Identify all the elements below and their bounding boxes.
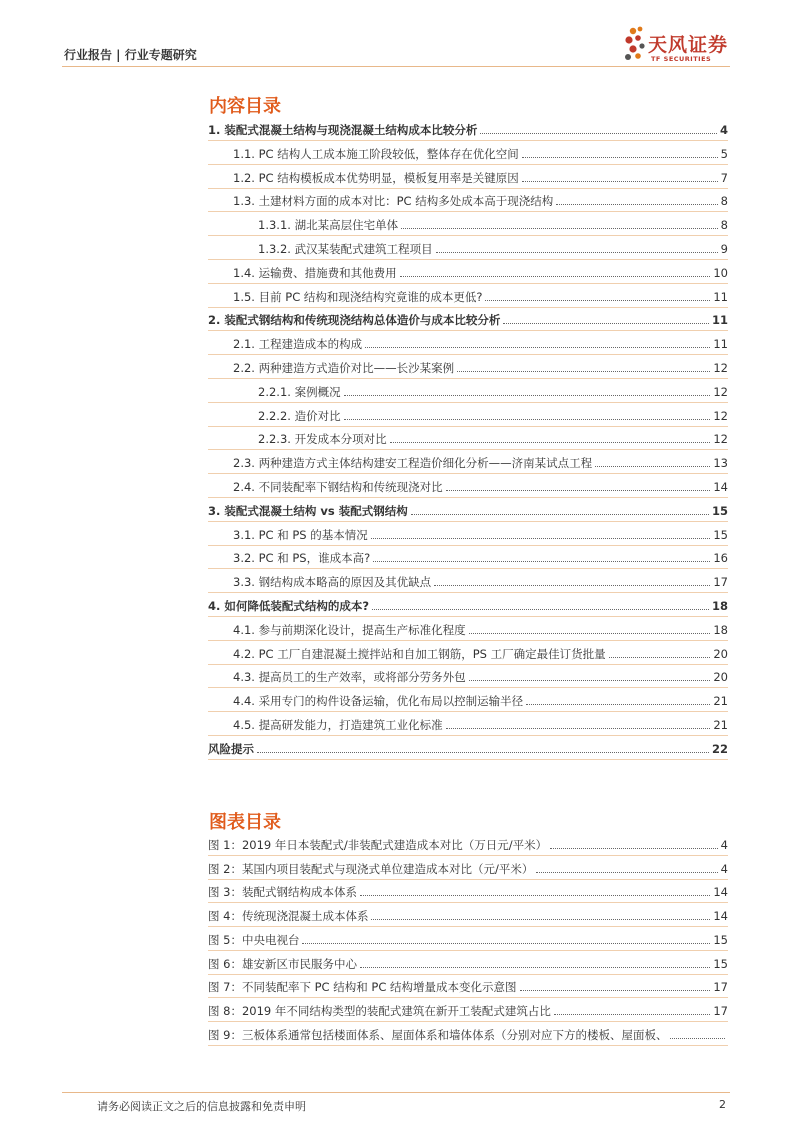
dot-leader (371, 537, 711, 539)
toc-entry-title: 图 1：2019 年日本装配式/非装配式建造成本对比（万日元/平米） (208, 838, 548, 852)
toc-entry[interactable] (208, 620, 728, 638)
toc-entry[interactable] (208, 501, 728, 519)
toc-entry-page: 10 (713, 265, 728, 280)
toc-entry-page: 12 (713, 408, 728, 423)
toc-entry-title: 图 9：三板体系通常包括楼面体系、屋面体系和墙体体系（分别对应下方的楼板、屋面板、 (208, 1027, 668, 1042)
toc-entry-page: 17 (713, 575, 728, 590)
row-divider (208, 926, 728, 927)
row-divider (208, 735, 728, 736)
toc-entry[interactable] (208, 906, 728, 924)
toc-entry-title: 图 7：不同装配率下 PC 结构和 PC 结构增量成本变化示意图 (208, 980, 517, 995)
dot-leader (520, 989, 711, 991)
toc-entry-title: 2.2.3. 开发成本分项对比 (208, 432, 387, 447)
dot-leader (400, 275, 711, 277)
toc-entry-title: 3.3. 钢结构成本略高的原因及其优缺点 (208, 575, 431, 590)
toc-entry-page: 18 (713, 622, 728, 637)
toc-entry-page: 22 (711, 741, 728, 756)
toc-entry[interactable] (208, 1025, 728, 1043)
toc-entry-page: 12 (713, 432, 728, 447)
figures-title: 图表目录 (209, 812, 281, 833)
toc-entry-title: 4.3. 提高员工的生产效率，或将部分劳务外包 (208, 670, 466, 685)
dot-leader (595, 465, 710, 467)
dot-leader (480, 132, 717, 134)
page-number: 2 (719, 1098, 726, 1111)
row-divider (208, 997, 728, 998)
toc-entry[interactable] (208, 168, 728, 186)
toc-entry-title: 1.3.2. 武汉某装配式建筑工程项目 (208, 242, 433, 257)
dot-leader (302, 942, 710, 944)
row-divider (208, 974, 728, 975)
toc-entry-title: 2.1. 工程建造成本的构成 (208, 337, 362, 352)
toc-entry[interactable] (208, 715, 728, 733)
toc-entry-page: 20 (713, 670, 728, 685)
row-divider (208, 402, 728, 403)
toc-entry[interactable] (208, 239, 728, 257)
report-category: 行业报告 | 行业专题研究 (64, 48, 197, 62)
toc-entry[interactable] (208, 572, 728, 590)
toc-entry-title: 2.3. 两种建造方式主体结构建安工程造价细化分析——济南某试点工程 (208, 456, 592, 471)
toc-entry[interactable] (208, 691, 728, 709)
dot-leader (469, 632, 711, 634)
toc-entry[interactable] (208, 548, 728, 566)
toc-entry[interactable] (208, 358, 728, 376)
toc-entry-title: 4.2. PC 工厂自建混凝土搅拌站和自加工钢筋，PS 工厂确定最佳订货批量 (208, 647, 606, 662)
toc-entry[interactable] (208, 667, 728, 685)
toc-entry[interactable] (208, 215, 728, 233)
toc-entry-title: 1.4. 运输费、措施费和其他费用 (208, 266, 397, 281)
toc-entry-page: 8 (720, 194, 728, 209)
row-divider (208, 616, 728, 617)
toc-entry-title: 1.2. PC 结构模板成本优势明显，模板复用率是关键原因 (208, 171, 519, 186)
dot-leader (360, 894, 710, 896)
toc-entry[interactable] (208, 310, 728, 328)
toc-entry[interactable] (208, 596, 728, 614)
dot-leader (401, 227, 718, 229)
toc-entry[interactable] (208, 406, 728, 424)
dot-leader (522, 156, 718, 158)
row-divider (208, 855, 728, 856)
dot-leader (550, 847, 718, 849)
toc-entry-title: 图 2：某国内项目装配式与现浇式单位建造成本对比（元/平米） (208, 861, 534, 876)
toc-entry[interactable] (208, 835, 728, 853)
toc-entry[interactable] (208, 954, 728, 972)
row-divider (208, 664, 728, 665)
toc-entry[interactable] (208, 477, 728, 495)
row-divider (208, 711, 728, 712)
row-divider (208, 330, 728, 331)
dot-leader (411, 513, 709, 515)
logo-subtext: TF SECURITIES (651, 55, 712, 63)
toc-entry-title: 图 5：中央电视台 (208, 932, 300, 947)
dot-leader (257, 751, 709, 753)
toc-entry-page: 16 (713, 551, 728, 566)
toc-entry-title: 1.3. 土建材料方面的成本对比：PC 结构多处成本高于现浇结构 (208, 194, 553, 209)
toc-entry-title: 1. 装配式混凝土结构与现浇混凝土结构成本比较分析 (208, 123, 478, 137)
dot-leader (469, 679, 711, 681)
dot-leader (457, 370, 710, 372)
toc-entry-title: 图 4：传统现浇混凝土成本体系 (208, 909, 369, 924)
dot-leader (503, 322, 709, 324)
toc-entry-title: 2.4. 不同装配率下钢结构和传统现浇对比 (208, 480, 443, 495)
header-divider (62, 66, 730, 67)
dot-leader (609, 656, 711, 658)
toc-entry-title: 图 6：雄安新区市民服务中心 (208, 956, 357, 971)
toc-entry-page: 11 (713, 337, 728, 352)
toc-entry[interactable] (208, 453, 728, 471)
dot-leader (436, 251, 718, 253)
toc-entry-page: 12 (713, 384, 728, 399)
toc-entry-page: 15 (713, 527, 728, 542)
row-divider (208, 640, 728, 641)
toc-entry[interactable] (208, 382, 728, 400)
toc-entry-page: 15 (713, 956, 728, 971)
dot-leader (344, 394, 711, 396)
logo-text: 天风证券 (648, 34, 729, 56)
toc-entry[interactable] (208, 930, 728, 948)
dot-leader (446, 489, 711, 491)
row-divider (208, 521, 728, 522)
contents-title: 内容目录 (209, 96, 281, 117)
toc-entry-page: 4 (719, 123, 728, 137)
toc-entry[interactable] (208, 287, 728, 305)
toc-entry[interactable] (208, 859, 728, 877)
toc-entry[interactable] (208, 263, 728, 281)
dot-leader (371, 918, 710, 920)
toc-entry-page: 14 (713, 909, 728, 924)
footer-disclaimer: 请务必阅读正文之后的信息披露和免责申明 (97, 1100, 306, 1113)
toc-entry-page: 12 (713, 361, 728, 375)
toc-entry-title: 图 8：2019 年不同结构类型的装配式建筑在新开工装配式建筑占比 (208, 1003, 551, 1018)
dot-leader (554, 1013, 710, 1015)
toc-entry[interactable] (208, 334, 728, 352)
row-divider (208, 211, 728, 212)
toc-entry-page: 21 (713, 694, 728, 709)
row-divider (208, 902, 728, 903)
row-divider (208, 568, 728, 569)
toc-entry-page: 4 (720, 838, 728, 852)
row-divider (208, 497, 728, 498)
toc-entry[interactable] (208, 644, 728, 662)
dot-leader (344, 418, 711, 420)
dot-leader (446, 727, 711, 729)
row-divider (208, 449, 728, 450)
toc-entry-page: 8 (720, 218, 728, 233)
row-divider (208, 1021, 728, 1022)
row-divider (208, 1045, 728, 1046)
toc-entry-page: 5 (720, 146, 728, 161)
toc-entry[interactable] (208, 525, 728, 543)
toc-entry-page: 20 (713, 646, 728, 661)
toc-entry[interactable] (208, 120, 728, 138)
toc-entry-title: 3.2. PC 和 PS，谁成本高? (208, 551, 370, 566)
toc-entry[interactable] (208, 882, 728, 900)
row-divider (208, 140, 728, 141)
toc-entry-title: 3.1. PC 和 PS 的基本情况 (208, 528, 368, 543)
dot-leader (434, 584, 710, 586)
toc-entry[interactable] (208, 739, 728, 757)
toc-entry-page: 14 (713, 480, 728, 494)
dot-leader (373, 560, 710, 562)
toc-entry-title: 1.3.1. 湖北某高层住宅单体 (208, 218, 398, 233)
toc-entry[interactable] (208, 429, 728, 447)
toc-entry-title: 风险提示 (208, 741, 254, 756)
toc-entry-title: 2.2. 两种建造方式造价对比——长沙某案例 (208, 361, 454, 376)
row-divider (208, 283, 728, 284)
row-divider (208, 259, 728, 260)
toc-entry-title: 4.1. 参与前期深化设计，提高生产标准化程度 (208, 623, 466, 638)
row-divider (208, 879, 728, 880)
toc-entry-page: 11 (711, 313, 728, 328)
toc-entry-title: 图 3：装配式钢结构成本体系 (208, 885, 357, 900)
dot-leader (372, 608, 709, 610)
row-divider (208, 950, 728, 951)
toc-entry-page: 13 (713, 456, 728, 471)
toc-entry-title: 2.2.1. 案例概况 (208, 385, 341, 400)
row-divider (208, 307, 728, 308)
toc-entry-title: 4. 如何降低装配式结构的成本? (208, 599, 370, 613)
toc-entry-title: 2.2.2. 造价对比 (208, 409, 341, 424)
toc-entry-title: 4.5. 提高研发能力，打造建筑工业化标准 (208, 718, 443, 733)
row-divider (208, 354, 728, 355)
dot-leader (365, 346, 710, 348)
footer-divider (62, 1092, 730, 1093)
toc-entry-page: 18 (711, 599, 728, 613)
dot-leader (522, 180, 718, 182)
toc-entry-page: 17 (713, 1003, 728, 1018)
toc-entry[interactable] (208, 1001, 728, 1019)
dot-leader (360, 966, 710, 968)
toc-entry-page: 7 (720, 170, 728, 185)
dot-leader (390, 441, 711, 443)
dot-leader (670, 1037, 725, 1039)
row-divider (208, 188, 728, 189)
toc-entry[interactable] (208, 144, 728, 162)
row-divider (208, 545, 728, 546)
dot-leader (536, 871, 717, 873)
toc-entry-title: 1.1. PC 结构人工成本施工阶段较低，整体存在优化空间 (208, 147, 519, 162)
dot-leader (556, 203, 717, 205)
toc-entry-title: 2. 装配式钢结构和传统现浇结构总体造价与成本比较分析 (208, 313, 501, 328)
toc-entry-page: 11 (713, 289, 728, 304)
row-divider (208, 426, 728, 427)
row-divider (208, 378, 728, 379)
toc-entry-title: 4.4. 采用专门的构件设备运输，优化布局以控制运输半径 (208, 694, 523, 709)
toc-entry[interactable] (208, 977, 728, 995)
toc-entry-page: 4 (720, 861, 728, 876)
toc-entry-title: 3. 装配式混凝土结构 vs 装配式钢结构 (208, 503, 408, 518)
dot-leader (526, 703, 710, 705)
dot-leader (485, 299, 710, 301)
toc-entry-title: 1.5. 目前 PC 结构和现浇结构究竟谁的成本更低? (208, 290, 482, 305)
toc-entry-page: 21 (713, 718, 728, 732)
row-divider (208, 592, 728, 593)
toc-entry[interactable] (208, 191, 728, 209)
row-divider (208, 759, 728, 760)
toc-entry-page: 15 (711, 503, 728, 518)
row-divider (208, 164, 728, 165)
toc-entry-page: 17 (713, 980, 728, 995)
row-divider (208, 473, 728, 474)
toc-entry-page: 15 (713, 932, 728, 947)
row-divider (208, 687, 728, 688)
row-divider (208, 235, 728, 236)
toc-entry-page: 9 (720, 242, 728, 256)
toc-entry-page: 14 (713, 885, 728, 900)
